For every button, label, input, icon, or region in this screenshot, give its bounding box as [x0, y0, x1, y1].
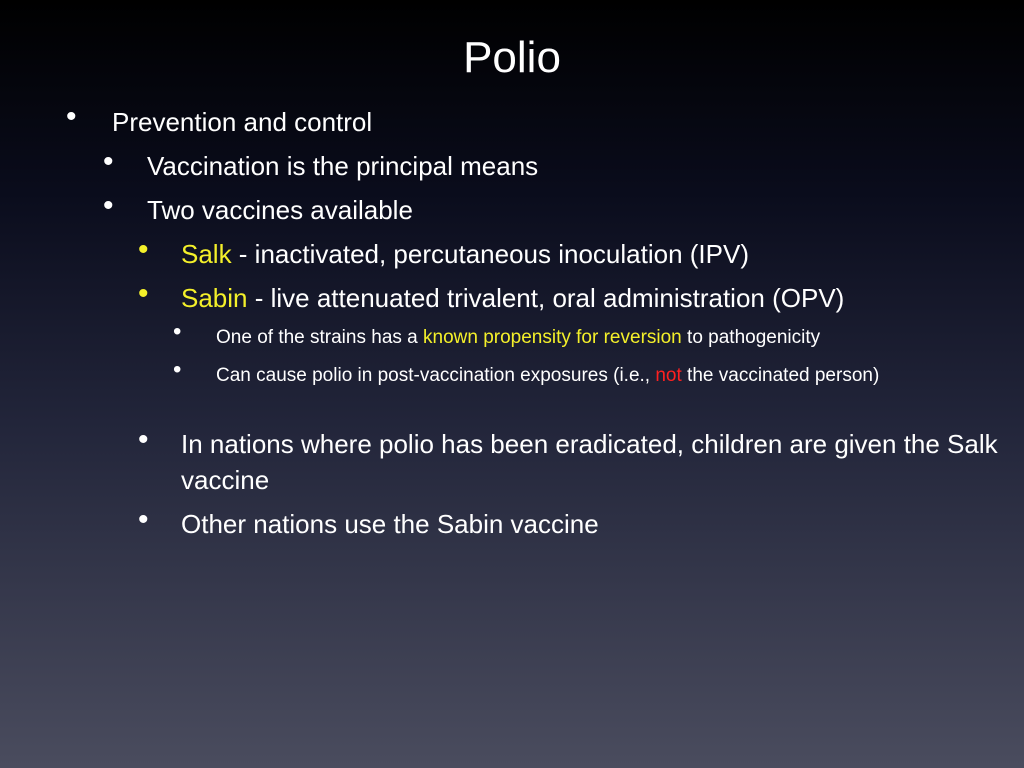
bullet-icon: •	[138, 233, 149, 266]
bullet-icon: •	[138, 503, 149, 536]
list-item-prevention: Prevention and control	[112, 107, 373, 137]
list-item-strains	[216, 325, 1006, 351]
cause-highlight: not	[655, 365, 682, 386]
list-item-eradicated: In nations where polio has been eradicated, children are given the Salk vaccine	[181, 429, 998, 495]
cause-text-before: Can cause polio in post-vaccination exposures (i.e.,	[216, 365, 656, 386]
list-item-other: Other nations use the Sabin vaccine	[181, 509, 599, 539]
bullet-icon: •	[173, 356, 182, 383]
list-item-vaccination: Vaccination is the principal means	[147, 151, 539, 181]
cause-text-after: the vaccinated person)	[681, 365, 880, 386]
strains-text-after: to pathogenicity	[681, 327, 821, 348]
list-item-salk	[181, 236, 1011, 272]
bullet-icon: •	[173, 318, 182, 345]
strains-highlight: known propensity for reversion	[423, 327, 682, 348]
list-item-sabin	[181, 280, 1011, 316]
bullet-icon: •	[66, 100, 77, 133]
slide-title: Polio	[463, 33, 561, 82]
sabin-description: - live attenuated trivalent, oral administration (OPV)	[247, 283, 845, 313]
salk-name: Salk	[181, 239, 232, 269]
bullet-icon: •	[138, 277, 149, 310]
list-item-cause	[216, 363, 986, 389]
salk-description: - inactivated, percutaneous inoculation (IPV)	[231, 239, 749, 269]
bullet-icon: •	[138, 423, 149, 456]
bullet-icon: •	[103, 145, 114, 178]
list-item-two-vaccines: Two vaccines available	[147, 195, 413, 225]
bullet-icon: •	[103, 189, 114, 222]
sabin-name: Sabin	[181, 283, 248, 313]
strains-text-before: One of the strains has a	[216, 327, 424, 348]
